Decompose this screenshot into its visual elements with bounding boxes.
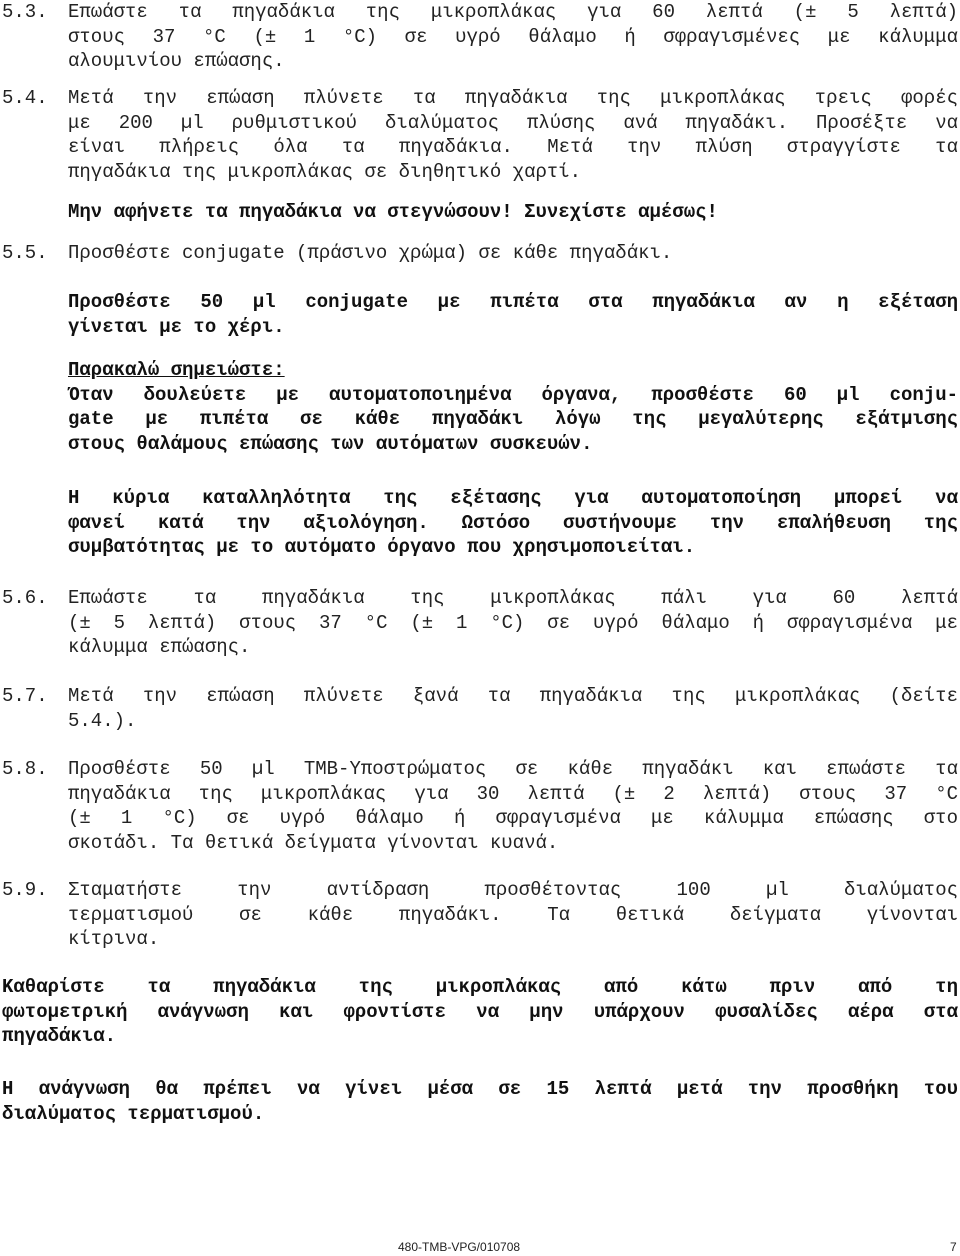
- text-line: φωτομετρική ανάγνωση και φροντίστε να μην υπάρχουν φυσαλίδες αέρα στα: [2, 1000, 958, 1023]
- text-line: (± 5 λεπτά) στους 37 °C (± 1 °C) σε υγρό θάλαμο ή σφραγισμένα με: [68, 611, 958, 634]
- reading-note: [2, 1077, 958, 1126]
- text-line: γίνεται με το χέρι.: [68, 315, 285, 338]
- text-line: είναι πλήρεις όλα τα πηγαδάκια. Μετά την πλύση στραγγίστε τα: [68, 136, 958, 158]
- text-line: πηγαδάκια της μικροπλάκας για 30 λεπτά (± 2 λεπτά) στους 37 °C: [68, 782, 958, 805]
- text-line: στους 37 °C (± 1 °C) σε υγρό θάλαμο ή σφραγισμένες με κάλυμμα: [68, 25, 958, 48]
- text-line: τερματισμού σε κάθε πηγαδάκι. Τα θετικά δείγματα γίνονται: [68, 903, 958, 926]
- step-text: [68, 757, 958, 855]
- text-line: (± 1 °C) σε υγρό θάλαμο ή σφραγισμένα με κάλυμμα επώασης στο: [68, 807, 958, 829]
- warning-note: [68, 200, 958, 225]
- text-line: 5.4.).: [68, 709, 137, 732]
- step-text: [68, 586, 958, 660]
- please-note: [68, 358, 958, 456]
- text-line: με 200 µl ρυθμιστικού διαλύματος πλύσης ανά πηγαδάκι. Προσέξτε να: [68, 111, 958, 134]
- step-number: 5.3.: [2, 1, 48, 23]
- step-text: [68, 0, 958, 74]
- page-number: 7: [950, 1240, 957, 1254]
- text-line: διαλύματος τερματισμού.: [2, 1102, 265, 1125]
- step-text: [68, 241, 958, 266]
- step-number: 5.5.: [2, 242, 48, 264]
- text-line: Η ανάγνωση θα πρέπει να γίνει μέσα σε 15 λεπτά μετά την προσθήκη του: [2, 1078, 958, 1100]
- text-line: συμβατότητας με το αυτόματο όργανο που χρησιμοποιείται.: [68, 536, 696, 558]
- text-line: σκοτάδι. Τα θετικά δείγματα γίνονται κυανά.: [68, 831, 559, 854]
- step-number: 5.6.: [2, 587, 48, 609]
- text-line: Προσθέστε conjugate (πράσινο χρώμα) σε κάθε πηγαδάκι.: [68, 242, 673, 264]
- text-line: Η κύρια καταλληλότητα της εξέτασης για αυτοματοποίηση μπορεί να: [68, 487, 958, 509]
- document-code: 480-TMB-VPG/010708: [398, 1240, 521, 1254]
- clean-note: [2, 975, 958, 1049]
- text-line: Σταματήστε την αντίδραση προσθέτοντας 100 µl διαλύματος: [68, 879, 958, 901]
- text-line: κίτρινα.: [68, 928, 160, 950]
- note-heading: Παρακαλώ σημειώστε:: [68, 359, 285, 381]
- text-line: κάλυμμα επώασης.: [68, 636, 251, 658]
- text-line: Επωάστε τα πηγαδάκια της μικροπλάκας πάλι για 60 λεπτά: [68, 587, 958, 609]
- text-line: Προσθέστε 50 µl conjugate με πιπέτα στα πηγαδάκια αν η εξέταση: [68, 291, 958, 313]
- step-text: [68, 684, 958, 733]
- text-line: πηγαδάκια.: [2, 1025, 117, 1047]
- step-number: 5.4.: [2, 87, 48, 109]
- automation-note: [68, 486, 958, 560]
- text-line: Επωάστε τα πηγαδάκια της μικροπλάκας για 60 λεπτά (± 5 λεπτά): [68, 1, 958, 23]
- text-line: πηγαδάκια της μικροπλάκας σε διηθητικό χαρτί.: [68, 160, 582, 183]
- text-line: φανεί κατά την αξιολόγηση. Ωστόσο συστήνουμε την επαλήθευση της: [68, 511, 958, 534]
- step-number: 5.9.: [2, 879, 48, 901]
- step-number: 5.8.: [2, 758, 48, 780]
- text-line: Όταν δουλεύετε με αυτοματοποιημένα όργανα, προσθέστε 60 µl conju-: [68, 383, 958, 406]
- step-number: 5.7.: [2, 685, 48, 707]
- text-line: Μετά την επώαση πλύνετε τα πηγαδάκια της μικροπλάκας τρεις φορές: [68, 87, 958, 109]
- text-line: στους θαλάμους επώασης των αυτόματων συσκευών.: [68, 432, 593, 455]
- text-line: Προσθέστε 50 µl TMB-Υποστρώματος σε κάθε πηγαδάκι και επωάστε τα: [68, 758, 958, 780]
- text-line: Μην αφήνετε τα πηγαδάκια να στεγνώσουν! Συνεχίστε αμέσως!: [68, 201, 718, 223]
- text-line: Μετά την επώαση πλύνετε ξανά τα πηγαδάκια της μικροπλάκας (δείτε: [68, 685, 958, 707]
- step-text: [68, 86, 958, 184]
- text-line: Καθαρίστε τα πηγαδάκια της μικροπλάκας από κάτω πριν από τη: [2, 976, 958, 998]
- text-line: αλουμινίου επώασης.: [68, 50, 285, 72]
- manual-note: [68, 290, 958, 339]
- step-text: [68, 878, 958, 952]
- text-line: gate με πιπέτα σε κάθε πηγαδάκι λόγω της μεγαλύτερης εξάτμισης: [68, 408, 958, 430]
